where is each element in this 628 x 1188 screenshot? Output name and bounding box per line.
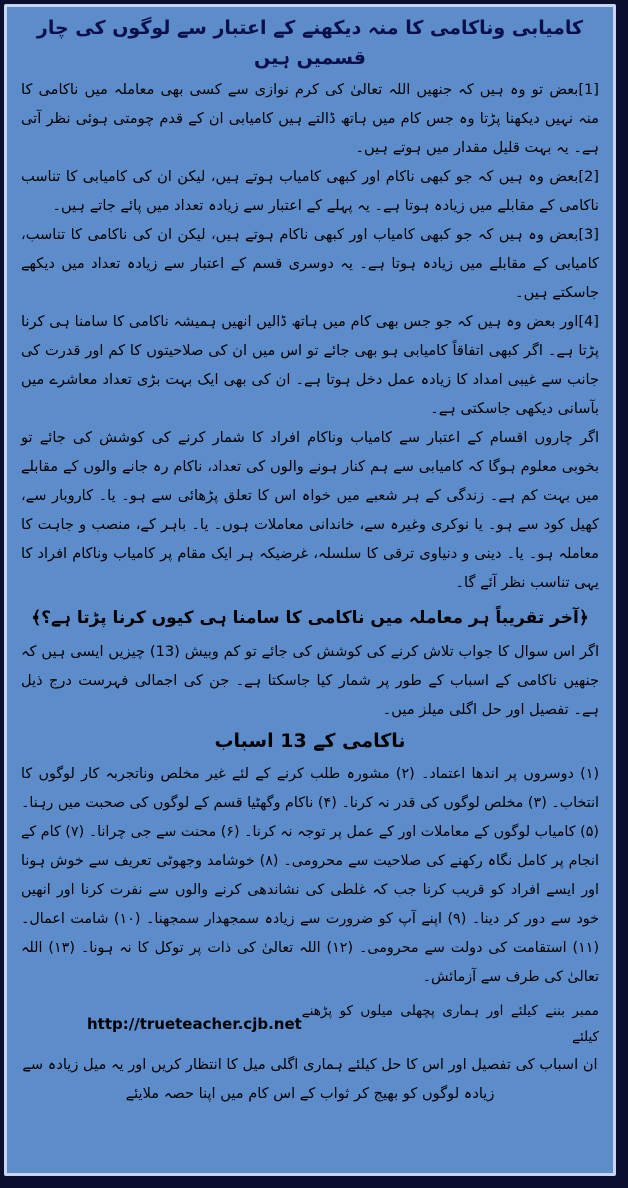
cause-item: (۱) دوسروں پر اندھا اعتماد۔ (421, 766, 600, 782)
member-text: ممبر بننے کیلئے اور ہماری پچھلی میلوں کو پڑھنے کیلئے (301, 1003, 599, 1045)
causes-list (21, 760, 599, 992)
cause-item: (۱۰) شامت اعمال۔ (21, 911, 141, 927)
answer-paragraph: اگر اس سوال کا جواب تلاش کرنے کی کوشش کی جائے تو کم وبیش (13) چیزیں ایسی ہیں کہ جنھیں ناکامی کے اسباب کے طور پر شمار کیا جاسکتا ہے۔ جن کی اجمالی فہرست درج ذیل ہے۔ تفصیل اور حل اگلی میلز میں۔ (21, 643, 600, 718)
cause-item: (۶) محنت سے جی چرانا۔ (88, 824, 240, 840)
website-link[interactable]: http://trueteacher.cjb.net (87, 1015, 302, 1033)
cause-item: (۱۳) اللہ تعالیٰ کی طرف سے آزمائش۔ (21, 940, 599, 985)
cause-item: (۳) مخلص لوگوں کی قدر نہ کرنا۔ (341, 795, 547, 811)
cause-item: (۸) خوشامد وجھوٹی تعریف سے خوش ہونا اور ایسے افراد کو قریب کرنا جب کہ غلطی کی نشاندھی کرنے والوں سے نفرت کرنا اور انھیں خود سے دور کر دینا۔ (21, 853, 600, 927)
type-paragraph-2: [2]بعض وہ ہیں کہ جو کبھی ناکام اور کبھی کامیاب ہوتے ہیں، لیکن ان کی کامیابی کا تناسب ناکامی کے مقابلے میں زیادہ ہوتا ہے۔ یہ پہلے کے اعتبار سے زیادہ تعداد میں پائے جاتے ہیں۔ (21, 168, 599, 214)
page-title: کامیابی وناکامی کا منہ دیکھنے کے اعتبار سے لوگوں کی چار قسمیں ہیں (36, 17, 584, 69)
intro-paragraph: اگر چاروں اقسام کے اعتبار سے کامیاب وناکام افراد کا شمار کرنے کی کوشش کی جائے تو بخوبی معلوم ہوگا کہ کامیابی سے ہم کنار ہونے والوں کی تعداد، ناکام رہ جانے والوں کے مقابلے میں بہت کم ہے۔ زندگی کے ہر شعبے میں خواہ اس کا تعلق پڑھائی سے ہو۔ یا۔ کاروبار سے، کھیل کود سے ہو۔ یا نوکری وغیرہ سے، خاندانی معاملات ہوں۔ یا۔ باہر کے، منصب و جاہت کا معاملہ ہو۔ یا۔ دینی و دنیاوی ترقی کا سلسلہ، غرضیکہ ہر ایک مقام پر کامیاب وناکام افراد کا یہی تناسب نظر آئے گا۔ (21, 429, 599, 591)
cause-item: (۱۲) اللہ تعالیٰ کی ذات پر توکل کا نہ ہونا۔ (80, 940, 354, 956)
cause-item: (۵) کامیاب لوگوں کے معاملات اور کے عمل پر توجہ نہ کرنا۔ (244, 824, 599, 840)
article-frame (4, 4, 616, 1176)
type-paragraph-3: [3]بعض وہ ہیں کہ جو کبھی کامیاب اور کبھی ناکام ہوتے ہیں، لیکن ان کی ناکامی کا تناسب، کامیابی کے مقابلے میں زیادہ ہوتا ہے۔ یہ دوسری قسم کے اعتبار سے زیادہ تعداد میں دیکھے جاسکتے ہیں۔ (21, 226, 599, 301)
cause-item: (۱۱) استقامت کی دولت سے محرومی۔ (358, 940, 600, 956)
footer-member-line (21, 998, 599, 1050)
question-heading: ﴿آخر تقریباً ہر معاملہ میں ناکامی کا سامنا ہی کیوں کرنا پڑتا ہے؟﴾ (31, 608, 589, 628)
closing-text: ان اسباب کی تفصیل اور اس کا حل کیلئے ہماری اگلی میل کا انتظار کریں اور یہ میل زیادہ سے زیادہ لوگوں کو بھیج کر ثواب کے اس کام میں اپنا حصہ ملایئے (22, 1056, 598, 1102)
cause-item: (۹) اپنے آپ کو ضرورت سے زیادہ سمجھدار سمجھنا۔ (145, 911, 467, 927)
cause-item: (۲) مشورہ طلب کرنے کے لئے غیر مخلص وناتجربہ کار لوگوں کا انتخاب۔ (21, 766, 600, 811)
type-paragraph-1: [1]بعض تو وہ ہیں کہ جنھیں اللہ تعالیٰ کی کرم نوازی سے کسی بھی معاملہ میں ناکامی کا منہ نہیں دیکھنا پڑتا وہ جس کام میں ہاتھ ڈالتے ہیں کامیابی ان کے قدم چومتی ہوئی نظر آتی ہے۔ یہ بہت قلیل مقدار میں ہوتے ہیں۔ (21, 81, 599, 156)
causes-heading: ناکامی کے 13 اسباب (214, 730, 406, 752)
cause-item: (۷) کام کے انجام پر کامل نگاہ رکھنے کی صلاحیت سے محرومی۔ (21, 824, 599, 869)
cause-item: (۴) ناکام وگھٹیا قسم کے لوگوں کی صحبت میں رہنا۔ (21, 795, 337, 811)
article-content (7, 7, 613, 1108)
type-paragraph-4: [4]اور بعض وہ ہیں کہ جو جس بھی کام میں ہاتھ ڈالیں انھیں ہمیشہ ناکامی کا سامنا ہی کرنا پڑتا ہے۔ اگر کبھی اتفاقاً کامیابی ہو بھی جائے تو اس میں ان کی صلاحیتوں کا کم اور قدرت کی جانب سے غیبی امداد کا زیادہ عمل دخل ہوتا ہے۔ ان کی بھی ایک بہت بڑی تعداد معاشرے میں بآسانی دیکھی جاسکتی ہے۔ (21, 313, 599, 417)
